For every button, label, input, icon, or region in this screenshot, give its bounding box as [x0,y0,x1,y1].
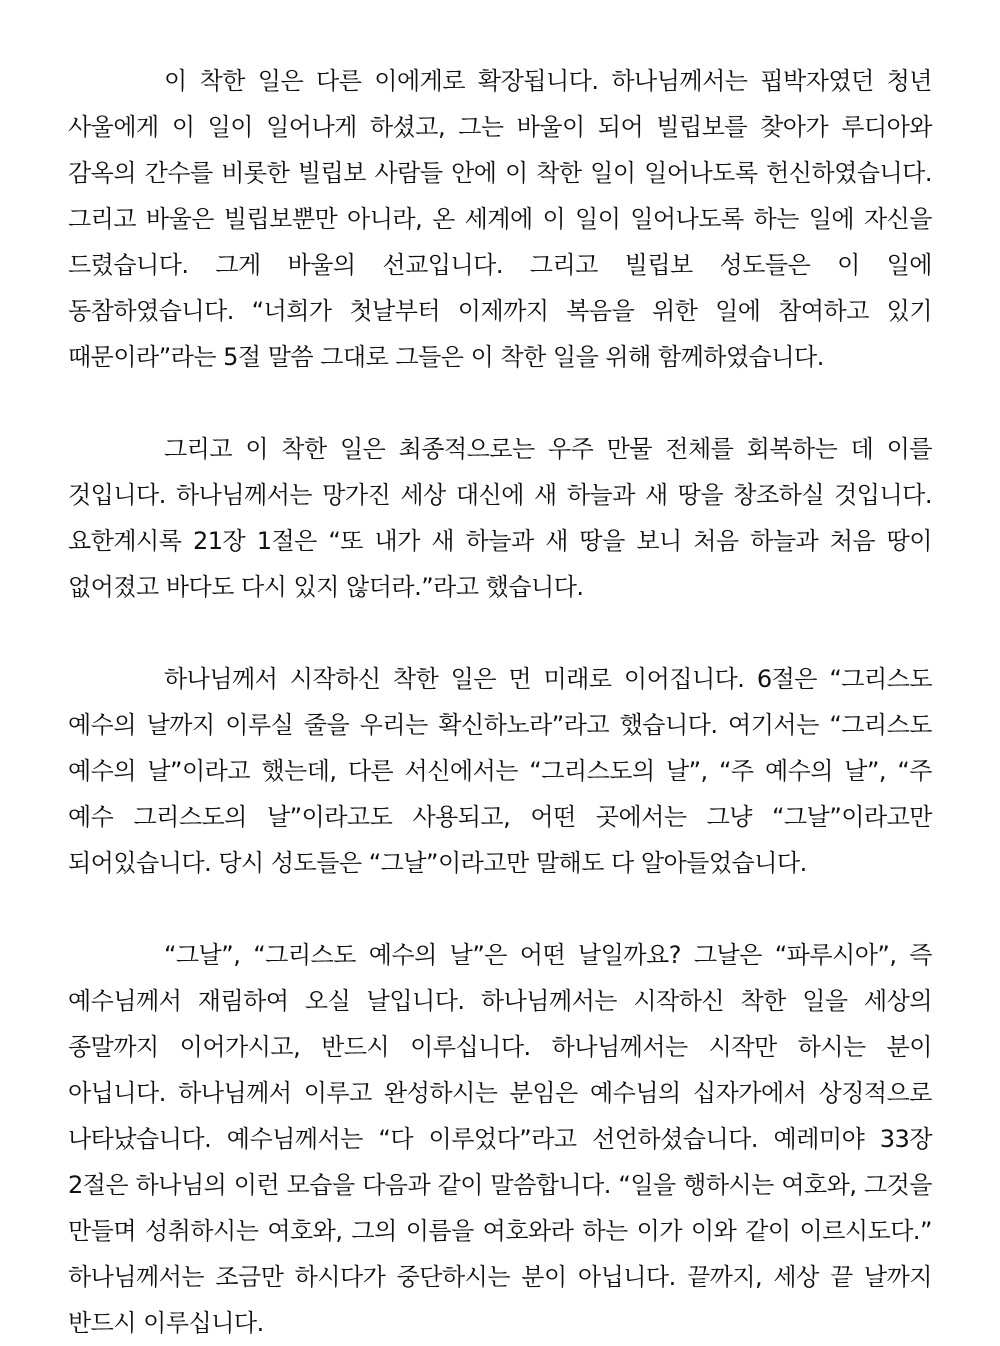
paragraph-1: 이 착한 일은 다른 이에게로 확장됩니다. 하나님께서는 핍박자였던 청년 사울에게 이 일이 일어나게 하셨고, 그는 바울이 되어 빌립보를 찾아가 루디아와 감옥의 간수를 비롯한 빌립보 사람들 안에 이 착한 일이 일어나도록 헌신하였습니다. 그리고 바울은 빌립보뿐만 아니라, 온 세계에 이 일이 일어나도록 하는 일에 자신을 드렸습니다. 그게 바울의 선교입니다. 그리고 빌립보 성도들은 이 일에 동참하였습니다. “너희가 첫날부터 이제까지 복음을 위한 일에 참여하고 있기 때문이라”라는 5절 말씀 그대로 그들은 이 착한 일을 위해 함께하였습니다. [68,67,932,371]
document-page [68,58,932,1346]
paragraph-4: “그날”, “그리스도 예수의 날”은 어떤 날일까요? 그날은 “파루시아”, 즉 예수님께서 재림하여 오실 날입니다. 하나님께서는 시작하신 착한 일을 세상의 종말까지 이어가시고, 반드시 이루십니다. 하나님께서는 시작만 하시는 분이 아닙니다. 하나님께서 이루고 완성하시는 분임은 예수님의 십자가에서 상징적으로 나타났습니다. 예수님께서는 “다 이루었다”라고 선언하셨습니다. 예레미야 33장 2절은 하나님의 이런 모습을 다음과 같이 말씀합니다. “일을 행하시는 여호와, 그것을 만들며 성취하시는 여호와, 그의 이름을 여호와라 하는 이가 이와 같이 이르시도다.” 하나님께서는 조금만 하시다가 중단하시는 분이 아닙니다. 끝까지, 세상 끝 날까지 반드시 이루십니다. [68,941,932,1337]
paragraph-2: 그리고 이 착한 일은 최종적으로는 우주 만물 전체를 회복하는 데 이를 것입니다. 하나님께서는 망가진 세상 대신에 새 하늘과 새 땅을 창조하실 것입니다. 요한계시록 21장 1절은 “또 내가 새 하늘과 새 땅을 보니 처음 하늘과 처음 땅이 없어졌고 바다도 다시 있지 않더라.”라고 했습니다. [68,435,932,601]
paragraph-3: 하나님께서 시작하신 착한 일은 먼 미래로 이어집니다. 6절은 “그리스도 예수의 날까지 이루실 줄을 우리는 확신하노라”라고 했습니다. 여기서는 “그리스도 예수의 날”이라고 했는데, 다른 서신에서는 “그리스도의 날”, “주 예수의 날”, “주 예수 그리스도의 날”이라고도 사용되고, 어떤 곳에서는 그냥 “그날”이라고만 되어있습니다. 당시 성도들은 “그날”이라고만 말해도 다 알아들었습니다. [68,665,932,877]
